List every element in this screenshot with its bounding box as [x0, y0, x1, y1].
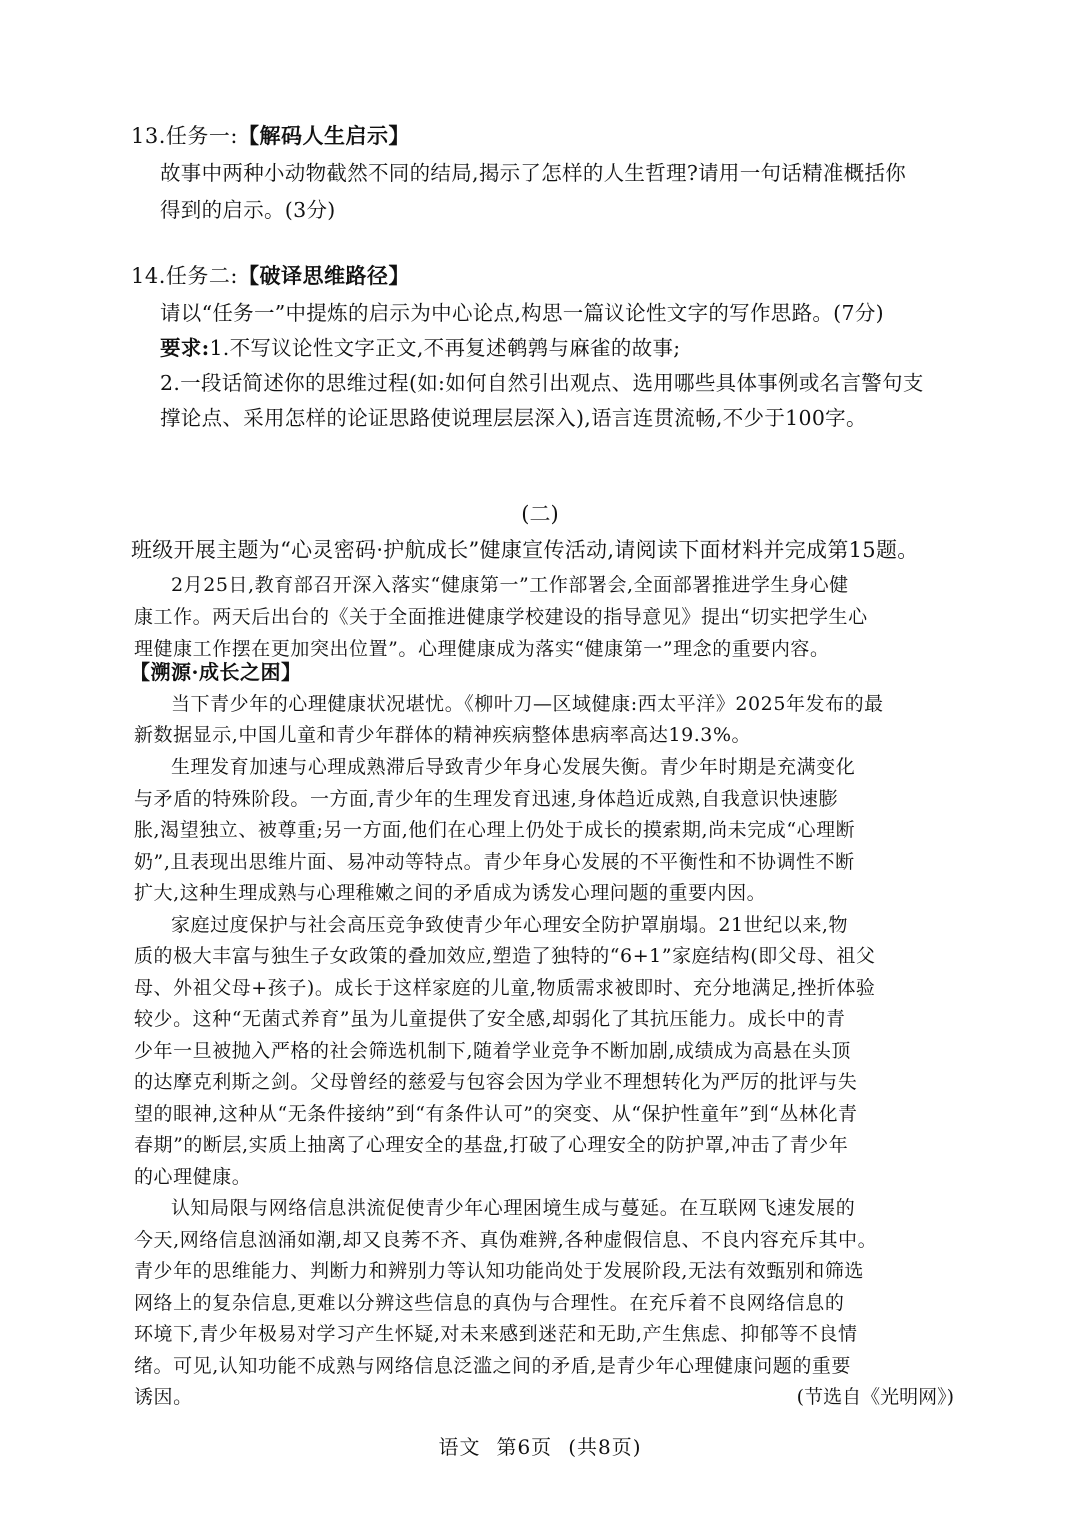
question-13-line: 故事中两种小动物截然不同的结局,揭示了怎样的人生哲理?请用一句话精准概括你: [160, 161, 907, 185]
requirement-2-line: 撑论点、采用怎样的论证思路使说理层层深入),语言连贯流畅,不少于100字。: [160, 406, 867, 430]
material-line: 绪。可见,认知功能不成熟与网络信息泛滥之间的矛盾,是青少年心理健康问题的重要: [134, 1355, 851, 1377]
question-14-title: 【破译思维路径】: [237, 263, 410, 288]
material-line: 的达摩克利斯之剑。父母曾经的慈爱与包容会因为学业不理想转化为严厉的批评与失: [134, 1071, 858, 1093]
material-line: 新数据显示,中国儿童和青少年群体的精神疾病整体患病率高达19.3%。: [134, 724, 752, 746]
material-line: 扩大,这种生理成熟与心理稚嫩之间的矛盾成为诱发心理问题的重要内因。: [134, 882, 767, 904]
material-line: 2月25日,教育部召开深入落实“健康第一”工作部署会,全面部署推进学生身心健: [171, 574, 849, 596]
question-13-title: 【解码人生启示】: [237, 123, 410, 148]
footer-total: (共8页): [568, 1435, 642, 1459]
question-13-number: 13.: [131, 124, 166, 148]
material-line: 青少年的思维能力、判断力和辨别力等认知功能尚处于发展阶段,无法有效甄别和筛选: [134, 1260, 864, 1282]
material-line: 网络上的复杂信息,更难以分辨这些信息的真伪与合理性。在充斥着不良网络信息的: [134, 1292, 845, 1314]
page-footer: [0, 1431, 1080, 1460]
material-line: 质的极大丰富与独生子女政策的叠加效应,塑造了独特的“6+1”家庭结构(即父母、祖父: [134, 945, 876, 967]
question-14-requirement: [160, 331, 960, 361]
footer-subject: 语文: [438, 1435, 481, 1459]
material-line: 生理发育加速与心理成熟滞后导致青少年身心发展失衡。青少年时期是充满变化: [171, 756, 856, 778]
material-line: 今天,网络信息汹涌如潮,却又良莠不齐、真伪难辨,各种虚假信息、不良内容充斥其中。: [134, 1229, 878, 1251]
question-14-number: 14.: [131, 264, 166, 288]
material-line: 胀,渴望独立、被尊重;另一方面,他们在心理上仍处于成长的摸索期,尚未完成“心理断: [134, 819, 856, 841]
question-14-heading: [131, 260, 410, 290]
material-line: 较少。这种“无菌式养育”虽为儿童提供了安全感,却弱化了其抗压能力。成长中的青: [134, 1008, 846, 1030]
requirement-1: 1.不写议论性文字正文,不再复述鹌鹑与麻雀的故事;: [209, 336, 681, 360]
material-line: 诱因。: [134, 1386, 193, 1408]
material-line: 春期”的断层,实质上抽离了心理安全的基盘,打破了心理安全的防护罩,冲击了青少年: [134, 1134, 849, 1156]
material-line: 少年一旦被抛入严格的社会筛选机制下,随着学业竞争不断加剧,成绩成为高悬在头顶: [134, 1040, 851, 1062]
material-line: 康工作。两天后出台的《关于全面推进健康学校建设的指导意见》提出“切实把学生心: [134, 606, 868, 628]
question-14-line: 请以“任务一”中提炼的启示为中心论点,构思一篇议论性文字的写作思路。(7分): [160, 301, 884, 325]
section-intro: 班级开展主题为“心灵密码·护航成长”健康宣传活动,请阅读下面材料并完成第15题。: [131, 538, 919, 562]
question-14-task: 任务二:: [165, 264, 238, 288]
material-source: (节选自《光明网》): [796, 1386, 954, 1408]
footer-page: 第6页: [496, 1435, 553, 1459]
requirement-2-line: 2.一段话简述你的思维过程(如:如何自然引出观点、选用哪些具体事例或名言警句支: [160, 371, 924, 395]
question-13-heading: [131, 120, 410, 150]
material-line: 家庭过度保护与社会高压竞争致使青少年心理安全防护罩崩塌。21世纪以来,物: [171, 914, 849, 936]
material-line: 当下青少年的心理健康状况堪忧。《柳叶刀—区域健康:西太平洋》2025年发布的最: [171, 693, 884, 715]
material-line: 的心理健康。: [134, 1166, 252, 1188]
material-line: 理健康工作摆在更加突出位置”。心理健康成为落实“健康第一”理念的重要内容。: [134, 638, 830, 660]
material-line: 与矛盾的特殊阶段。一方面,青少年的生理发育迅速,身体趋近成熟,自我意识快速膨: [134, 788, 839, 810]
material-line: 望的眼神,这种从“无条件接纳”到“有条件认可”的突变、从“保护性童年”到“丛林化青: [134, 1103, 858, 1125]
material-line: 母、外祖父母+孩子)。成长于这样家庭的儿童,物质需求被即时、充分地满足,挫折体验: [134, 977, 876, 999]
section-title: (二): [521, 502, 559, 526]
question-13-task: 任务一:: [165, 124, 238, 148]
material-line: 奶”,且表现出思维片面、易冲动等特点。青少年身心发展的不平衡性和不协调性不断: [134, 851, 855, 873]
material-line: 认知局限与网络信息洪流促使青少年心理困境生成与蔓延。在互联网飞速发展的: [171, 1197, 856, 1219]
question-13-line: 得到的启示。(3分): [160, 198, 336, 222]
material-line: 环境下,青少年极易对学习产生怀疑,对未来感到迷茫和无助,产生焦虑、抑郁等不良情: [134, 1323, 858, 1345]
material-heading: 【溯源·成长之困】: [130, 660, 302, 684]
requirement-label: 要求:: [160, 336, 210, 360]
